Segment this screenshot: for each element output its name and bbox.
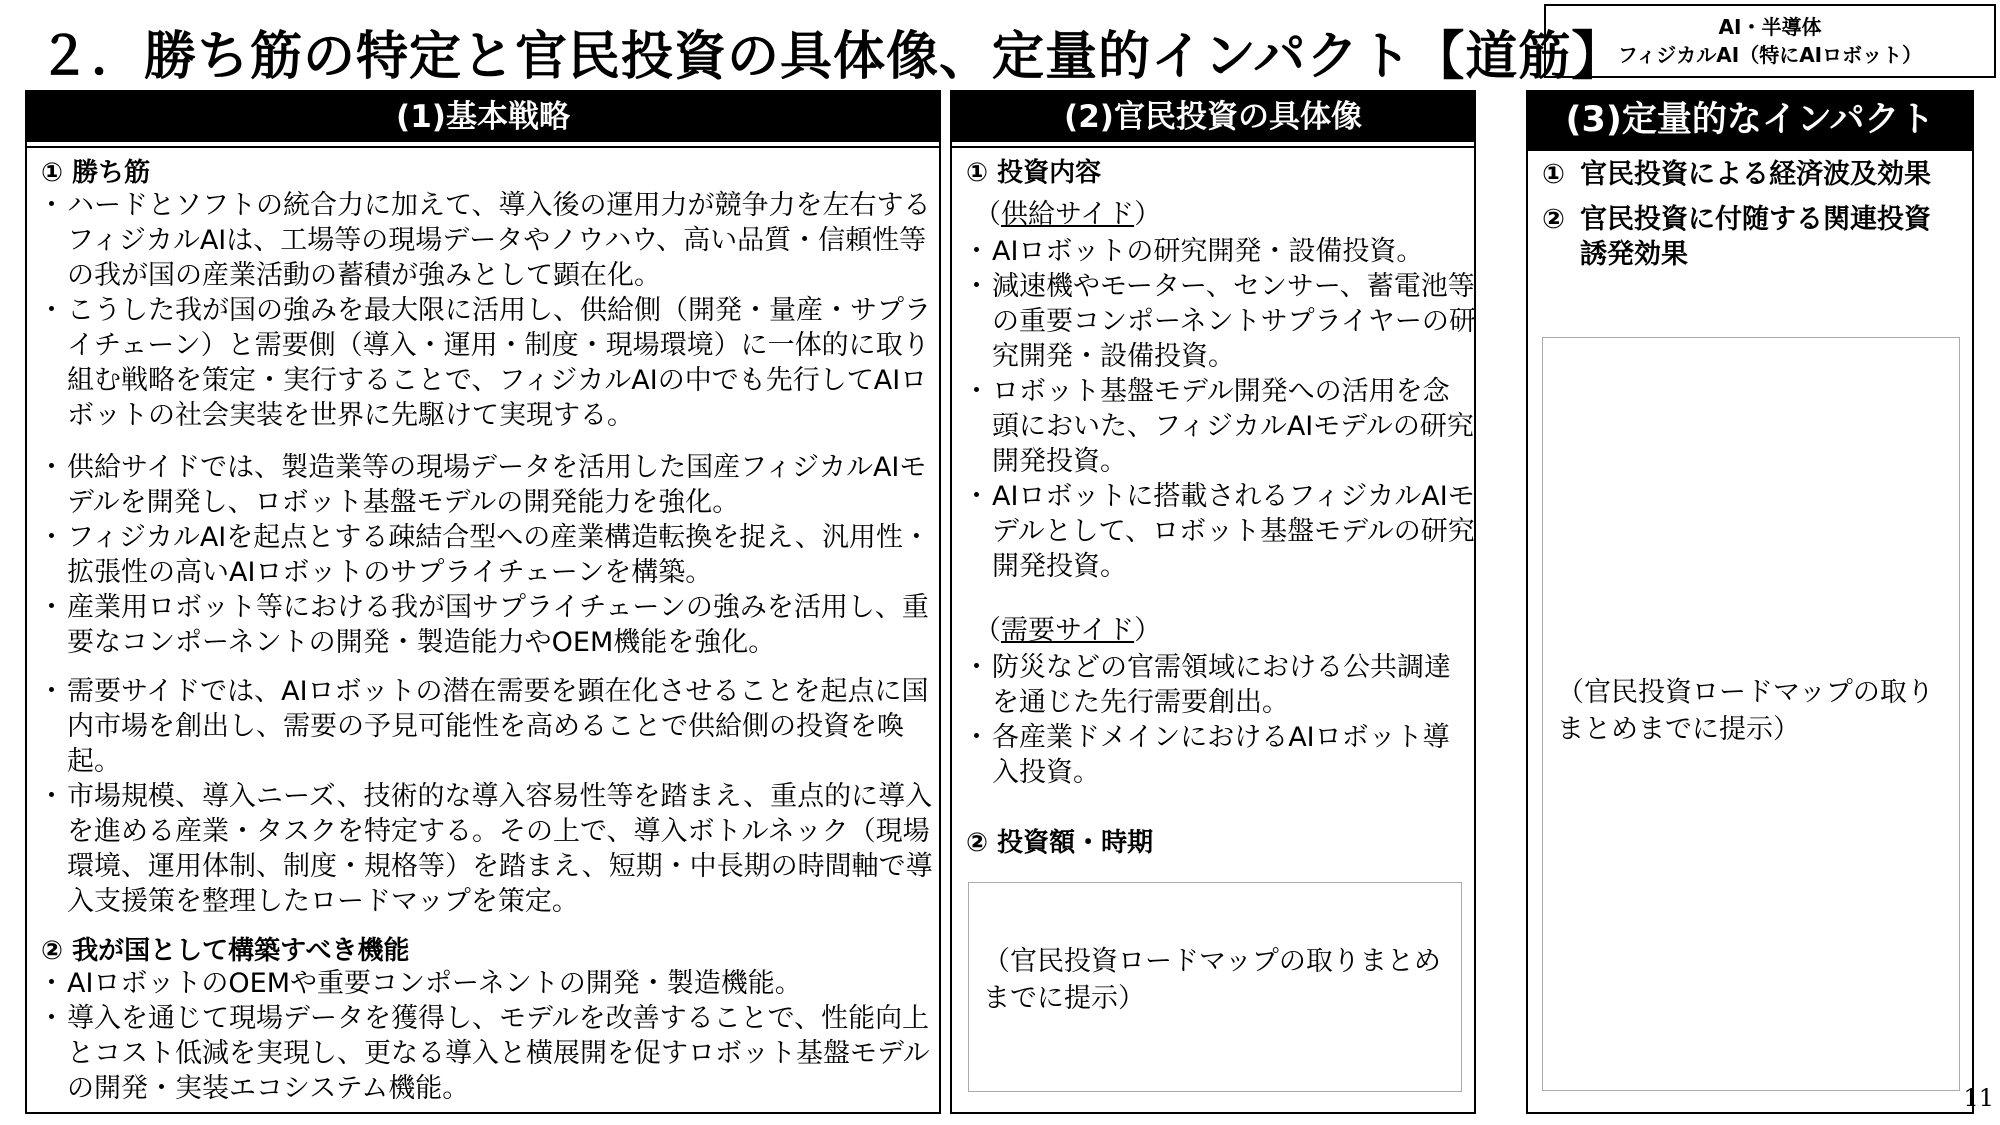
investment-body <box>952 146 1474 1112</box>
quantitative-impact-header: (3)定量的なインパクト <box>1528 92 1972 149</box>
category-tag-line2: フィジカルAI（特にAIロボット） <box>1617 43 1923 67</box>
investment-panel <box>950 90 1476 1114</box>
investment-amount-box: （官民投資ロードマップの取りまとめまでに提示） <box>968 882 1462 1092</box>
category-tag <box>1544 4 1996 78</box>
winning-strategy-list-a <box>41 188 941 433</box>
impact-items-list <box>1542 157 1952 282</box>
investment-amount-heading: ② 投資額・時期 <box>966 828 1154 858</box>
required-functions-list <box>41 966 941 1106</box>
bullet-item: ・ フィジカルAIを起点とする疎結合型への産業構造転換を捉え、汎用性・拡張性の高いAIロボットのサプライチェーンを構築。 <box>41 520 941 590</box>
supply-side-list <box>966 234 1476 584</box>
investment-content-heading: ① 投資内容 <box>966 158 1102 188</box>
bullet-item: ・ AIロボットの研究開発・設備投資。 <box>966 234 1476 269</box>
impact-placeholder-box: （官民投資ロードマップの取りまとめまでに提示） <box>1542 337 1960 1091</box>
bullet-item: ・ 各産業ドメインにおけるAIロボット導入投資。 <box>966 720 1476 790</box>
impact-item: ② 官民投資に付随する関連投資誘発効果 <box>1542 204 1931 270</box>
bullet-item: ・ ハードとソフトの統合力に加えて、導入後の運用力が競争力を左右するフィジカルAIは、工場等の現場データやノウハウ、高い品質・信頼性等の我が国の産業活動の蓄積が強みとして顕在化。 <box>41 188 941 293</box>
winning-strategy-heading: ① 勝ち筋 <box>41 158 151 188</box>
bullet-item: ・ 導入を通じて現場データを獲得し、モデルを改善することで、性能向上とコスト低減を実現し、更なる導入と横展開を促すロボット基盤モデルの開発・実装エコシステム機能。 <box>41 1001 941 1106</box>
category-tag-line1: AI・半導体 <box>1718 15 1822 39</box>
winning-strategy-list-b <box>41 450 941 660</box>
impact-item: ① 官民投資による経済波及効果 <box>1542 159 1931 190</box>
basic-strategy-panel <box>25 90 941 1114</box>
investment-header: (2)官民投資の具体像 <box>952 92 1474 142</box>
bullet-item: ・ 需要サイドでは、AIロボットの潜在需要を顕在化させることを起点に国内市場を創出し、需要の予見可能性を高めることで供給側の投資を喚起。 <box>41 674 941 779</box>
bullet-item: ・ AIロボットのOEMや重要コンポーネントの開発・製造機能。 <box>41 966 941 1001</box>
bullet-item: ・ 減速機やモーター、センサー、蓄電池等の重要コンポーネントサプライヤーの研究開発・設備投資。 <box>966 269 1476 374</box>
bullet-item: ・ 産業用ロボット等における我が国サプライチェーンの強みを活用し、重要なコンポーネントの開発・製造能力やOEM機能を強化。 <box>41 590 941 660</box>
basic-strategy-body <box>27 146 939 1112</box>
bullet-item: ・ 供給サイドでは、製造業等の現場データを活用した国産フィジカルAIモデルを開発し、ロボット基盤モデルの開発能力を強化。 <box>41 450 941 520</box>
page-number: 11 <box>1963 1084 1994 1112</box>
page-title: ２．勝ち筋の特定と官民投資の具体像、定量的インパクト【道筋】 <box>38 27 1625 87</box>
bullet-item: ・ 市場規模、導入ニーズ、技術的な導入容易性等を踏まえ、重点的に導入を進める産業・タスクを特定する。その上で、導入ボトルネック（現場環境、運用体制、制度・規格等）を踏まえ、短期・中長期の時間軸で導入支援策を整理したロードマップを策定。 <box>41 779 941 919</box>
winning-strategy-list-c <box>41 674 941 919</box>
supply-side-label: （供給サイド） <box>974 199 1162 230</box>
bullet-item: ・ 防災などの官需領域における公共調達を通じた先行需要創出。 <box>966 650 1476 720</box>
bullet-item: ・ ロボット基盤モデル開発への活用を念頭においた、フィジカルAIモデルの研究開発投資。 <box>966 374 1476 479</box>
required-functions-heading: ② 我が国として構築すべき機能 <box>41 936 410 966</box>
demand-side-list <box>966 650 1476 790</box>
demand-side-label: （需要サイド） <box>974 615 1162 646</box>
basic-strategy-header: (1)基本戦略 <box>27 92 939 142</box>
quantitative-impact-panel <box>1526 90 1974 1114</box>
bullet-item: ・ こうした我が国の強みを最大限に活用し、供給側（開発・量産・サプライチェーン）と需要側（導入・運用・制度・現場環境）に一体的に取り組む戦略を策定・実行することで、フィジカルAIの中でも先行してAIロボットの社会実装を世界に先駆けて実現する。 <box>41 293 941 433</box>
bullet-item: ・ AIロボットに搭載されるフィジカルAIモデルとして、ロボット基盤モデルの研究開発投資。 <box>966 479 1476 584</box>
quantitative-impact-body <box>1528 149 1972 1112</box>
